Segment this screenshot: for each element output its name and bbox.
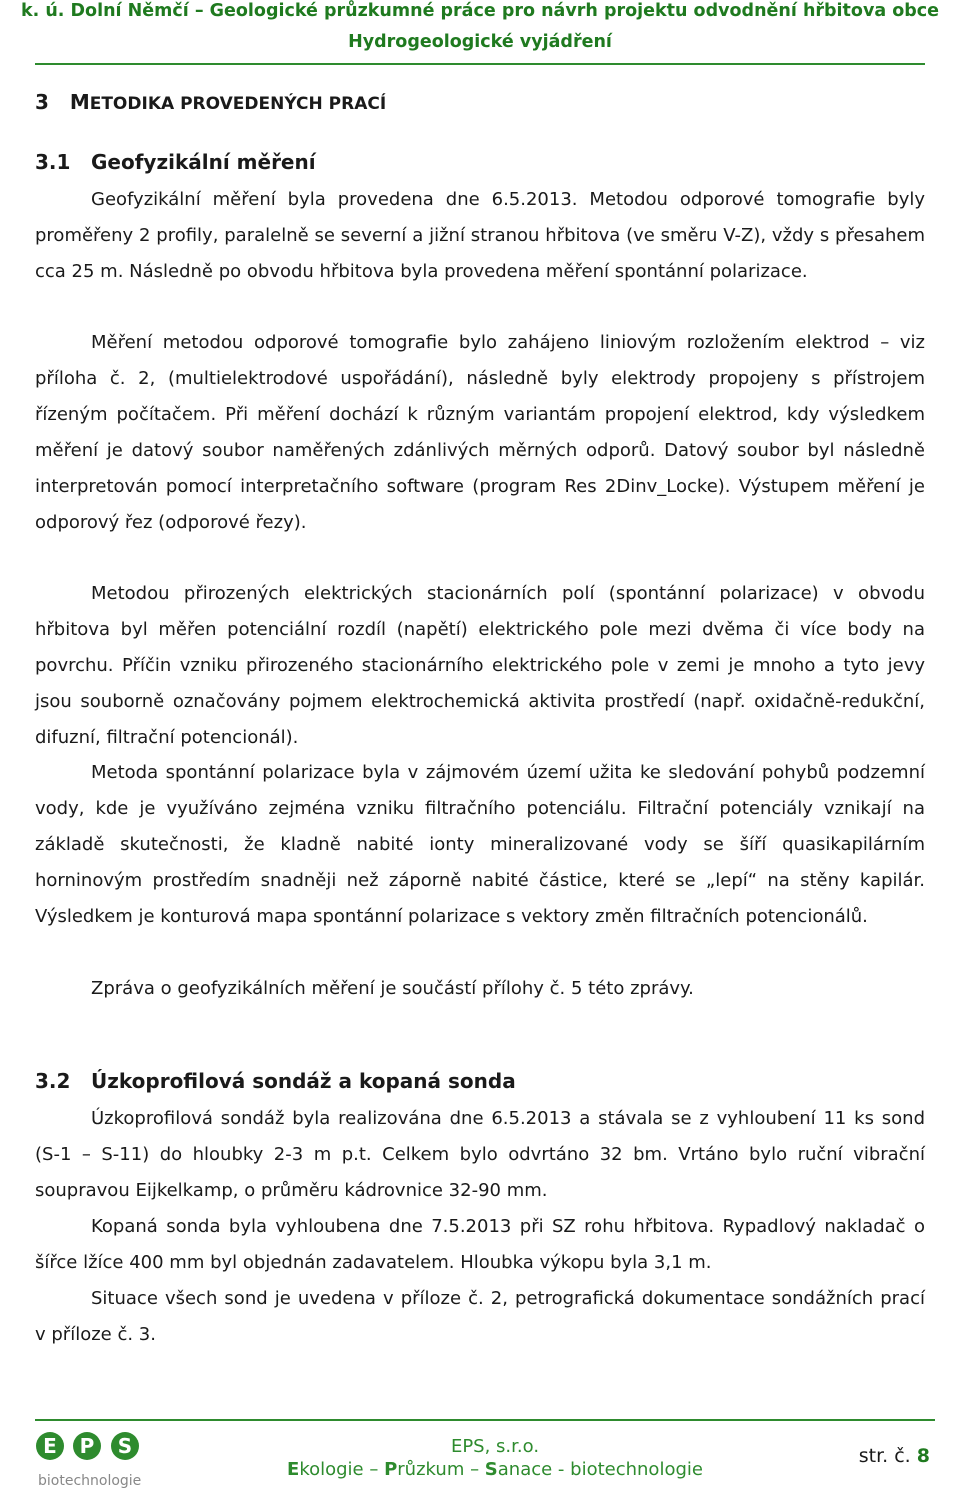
header-subtitle: Hydrogeologické vyjádření	[348, 32, 612, 52]
paragraph	[35, 1209, 925, 1281]
tag-text: kologie –	[299, 1459, 385, 1480]
svg-text:E: E	[43, 1434, 57, 1458]
tag-text: anace - biotechnologie	[497, 1459, 703, 1480]
page-number	[859, 1445, 930, 1467]
chapter-title-rest: ETODIKA PROVEDENÝCH PRACÍ	[89, 94, 387, 114]
eps-logo	[35, 1425, 165, 1491]
section-number: 3.2	[35, 1069, 71, 1093]
header-title: k. ú. Dolní Němčí – Geologické průzkumné práce pro návrh projektu odvodnění hřbitova obce	[20, 1, 940, 21]
paragraph	[35, 1281, 925, 1353]
header-rule	[35, 63, 925, 65]
footer-company: EPS, s.r.o.	[450, 1436, 540, 1457]
paragraph	[35, 576, 925, 756]
tag-initial: P	[384, 1459, 398, 1480]
svg-text:S: S	[117, 1434, 133, 1458]
section-heading-3-2	[35, 1068, 516, 1094]
paragraph	[35, 325, 925, 541]
tag-initial: S	[484, 1459, 498, 1480]
footer-tagline	[0, 1459, 960, 1481]
tag-text: růzkum –	[397, 1459, 485, 1480]
svg-text:biotechnologie: biotechnologie	[38, 1473, 142, 1489]
paragraph-text: Kopaná sonda byla vyhloubena dne 7.5.2013 při SZ rohu hřbitova. Rypadlový nakladač o šířce lžíce 400 mm byl objednán zadavatelem. Hloubka výkopu byla 3,1 m.	[35, 1216, 925, 1273]
page-number-value: 8	[916, 1445, 930, 1467]
paragraph-text: Situace všech sond je uvedena v příloze č. 2, petrografická dokumentace sondážních prací v příloze č. 3.	[35, 1288, 925, 1345]
paragraph-text: Metodou přirozených elektrických stacionárních polí (spontánní polarizace) v obvodu hřbitova byl měřen potenciální rozdíl (napětí) elektrického pole mezi dvěma či více body na povrchu. Příčin vzniku přirozeného stacionárního elektrického pole v zemi je mnoho a tyto jevy jsou souborně označovány pojmem elektrochemická aktivita prostředí (např. oxidačně-redukční, difuzní, filtrační potencionál).	[35, 583, 925, 748]
paragraph	[35, 755, 925, 935]
paragraph	[35, 1101, 925, 1209]
page-label: str. č.	[858, 1445, 911, 1467]
paragraph-text: Úzkoprofilová sondáž byla realizována dne 6.5.2013 a stávala se z vyhloubení 11 ks sond (S-1 – S-11) do hloubky 2-3 m p.t. Celkem bylo odvrtáno 32 bm. Vrtáno bylo ruční vibrační soupravou Eijkelkamp, o průměru kádrovnice 32-90 mm.	[35, 1108, 925, 1201]
paragraph	[35, 182, 925, 290]
tag-initial: E	[287, 1459, 300, 1480]
section-heading-3-1	[35, 149, 316, 175]
paragraph-text: Zpráva o geofyzikálních měření je součástí přílohy č. 5 této zprávy.	[91, 978, 694, 999]
paragraph	[35, 971, 925, 1007]
paragraph-text: Geofyzikální měření byla provedena dne 6.5.2013. Metodou odporové tomografie byly proměřeny 2 profily, paralelně se severní a jižní stranou hřbitova (ve směru V-Z), vždy s přesahem cca 25 m. Následně po obvodu hřbitova byla provedena měření spontánní polarizace.	[35, 189, 925, 282]
section-number: 3.1	[35, 150, 71, 174]
footer-rule	[35, 1419, 935, 1421]
chapter-first-letter: M	[69, 90, 90, 114]
chapter-heading	[35, 89, 386, 117]
section-title: Geofyzikální měření	[91, 150, 316, 174]
chapter-number: 3	[35, 90, 49, 114]
paragraph-text: Metoda spontánní polarizace byla v zájmovém území užita ke sledování pohybů podzemní vody, kde je využíváno zejména vzniku filtračního potenciálu. Filtrační potenciály vznikají na základě skutečnosti, že kladně nabité ionty mineralizované vody se šíří quasikapilárním horninovým prostředím snadněji než záporně nabité částice, které se „lepí“ na stěny kapilár. Výsledkem je konturová mapa spontánní polarizace s vektory změn filtračních potencionálů.	[35, 762, 925, 927]
paragraph-text: Měření metodou odporové tomografie bylo zahájeno liniovým rozložením elektrod – viz příloha č. 2, (multielektrodové uspořádání), následně byly elektrody propojeny s přístrojem řízeným počítačem. Při měření dochází k různým variantám propojení elektrod, kdy výsledkem měření je datový soubor naměřených zdánlivých měrných odporů. Datový soubor byl následně interpretován pomocí interpretačního software (program Res 2Dinv_Locke). Výstupem měření je odporový řez (odporové řezy).	[35, 332, 925, 533]
section-title: Úzkoprofilová sondáž a kopaná sonda	[91, 1069, 516, 1093]
svg-text:P: P	[79, 1434, 95, 1458]
